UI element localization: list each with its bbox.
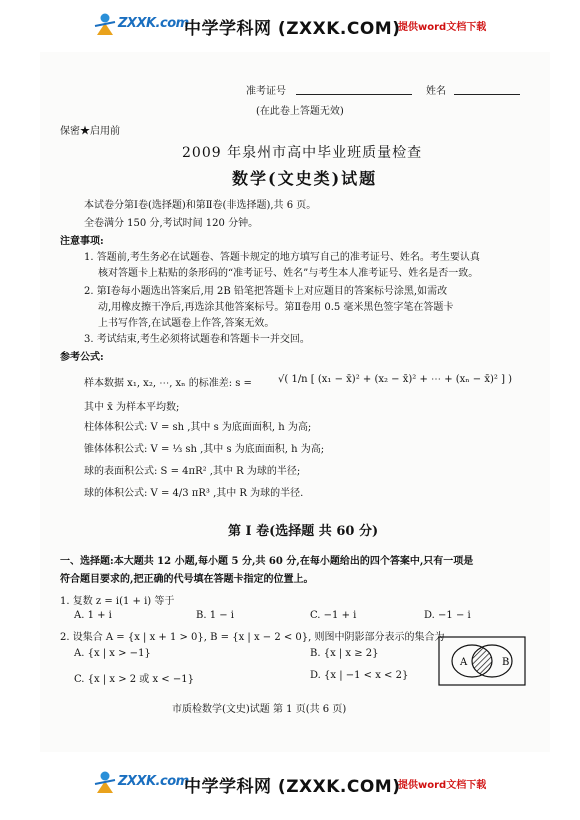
std-dev-formula: √( 1/n [ (x₁ − x̄)² + (x₂ − x̄)² + ⋯ + (xₙ − x̄)² ] ) — [278, 374, 513, 385]
note-line: 1. 答题前,考生务必在试题卷、答题卡规定的地方填写自己的准考证号、姓名。考生要认真 — [84, 252, 480, 263]
notes-heading: 注意事项: — [60, 236, 104, 247]
venn-label-b: B — [502, 657, 510, 668]
q2-option-c: C. {x | x > 2 或 x < −1} — [74, 674, 194, 685]
instruction-line: 符合题目要求的,把正确的代号填在答题卡指定的位置上。 — [60, 574, 314, 585]
cone-formula: 锥体体积公式: V = ⅓ sh ,其中 s 为底面面积, h 为高; — [84, 444, 325, 455]
top-banner — [0, 8, 580, 44]
q2-stem: 2. 设集合 A = {x | x + 1 > 0}, B = {x | x − 2 < 0}, 则图中阴影部分表示的集合为 — [60, 632, 445, 643]
logo-text: ZXXK.com — [118, 774, 189, 789]
name-line — [454, 94, 520, 95]
mascot-icon — [94, 12, 116, 36]
note-line: 动,用橡皮擦干净后,再选涂其他答案标号。第Ⅱ卷用 0.5 毫米黑色签字笔在答题卡 — [98, 302, 454, 313]
sphere-area-formula: 球的表面积公式: S = 4πR² ,其中 R 为球的半径; — [84, 466, 301, 477]
note-line: 上书写作答,在试题卷上作答,答案无效。 — [98, 318, 275, 329]
exam-no-line — [296, 94, 412, 95]
instruction-line: 一、选择题:本大题共 12 小题,每小题 5 分,共 60 分,在每小题给出的四个答案中,只有一项是 — [60, 556, 474, 567]
site-title[interactable]: 中学学科网 (ZXXK.COM) — [184, 19, 401, 39]
sphere-volume-formula: 球的体积公式: V = 4/3 πR³ ,其中 R 为球的半径. — [84, 488, 304, 499]
name-label: 姓名 — [426, 86, 446, 97]
q2-option-a: A. {x | x > −1} — [74, 648, 151, 659]
q1-stem: 1. 复数 z = i(1 + i) 等于 — [60, 596, 175, 607]
q1-option-a: A. 1 + i — [74, 610, 112, 621]
logo-text: ZXXK.com — [118, 16, 189, 31]
bottom-banner — [0, 766, 580, 802]
site-logo[interactable] — [88, 10, 189, 40]
prism-formula: 柱体体积公式: V = sh ,其中 s 为底面面积, h 为高; — [84, 422, 312, 433]
q2-option-b: B. {x | x ≥ 2} — [310, 648, 379, 659]
venn-label-a: A — [460, 657, 468, 668]
exam-title: 2009 年泉州市高中毕业班质量检查 — [182, 145, 423, 161]
note-line: 核对答题卡上粘贴的条形码的“准考证号、姓名”与考生本人准考证号、姓名是否一致。 — [98, 268, 479, 279]
note-line: 3. 考试结束,考生必须将试题卷和答题卡一并交回。 — [84, 334, 310, 345]
exam-no-label: 准考证号 — [246, 86, 286, 97]
intro-line-2: 全卷满分 150 分,考试时间 120 分钟。 — [84, 218, 259, 229]
q1-option-d: D. −1 − i — [424, 610, 471, 621]
page-footer: 市质检数学(文史)试题 第 1 页(共 6 页) — [172, 704, 347, 715]
download-link[interactable]: 提供word文档下载 — [398, 22, 487, 33]
mean-note: 其中 x̄ 为样本平均数; — [84, 402, 180, 413]
site-logo[interactable] — [88, 768, 189, 798]
invalid-note: (在此卷上答题无效) — [256, 106, 344, 117]
q1-option-b: B. 1 − i — [196, 610, 235, 621]
std-dev-lead: 样本数据 x₁, x₂, ⋯, xₙ 的标准差: s = — [84, 378, 252, 389]
site-title[interactable]: 中学学科网 (ZXXK.COM) — [184, 777, 401, 797]
secret-mark: 保密★启用前 — [60, 126, 120, 137]
q2-option-d: D. {x | −1 < x < 2} — [310, 670, 409, 681]
part1-heading: 第 Ⅰ 卷(选择题 共 60 分) — [228, 524, 379, 539]
intro-line-1: 本试卷分第Ⅰ卷(选择题)和第Ⅱ卷(非选择题),共 6 页。 — [84, 200, 317, 211]
subject-title: 数学(文史类)试题 — [232, 169, 378, 188]
mascot-icon — [94, 770, 116, 794]
venn-diagram — [438, 636, 526, 686]
q1-option-c: C. −1 + i — [310, 610, 357, 621]
note-line: 2. 第Ⅰ卷每小题选出答案后,用 2B 铅笔把答题卡上对应题目的答案标号涂黑,如需改 — [84, 286, 448, 297]
download-link[interactable]: 提供word文档下载 — [398, 780, 487, 791]
formulas-heading: 参考公式: — [60, 352, 104, 363]
